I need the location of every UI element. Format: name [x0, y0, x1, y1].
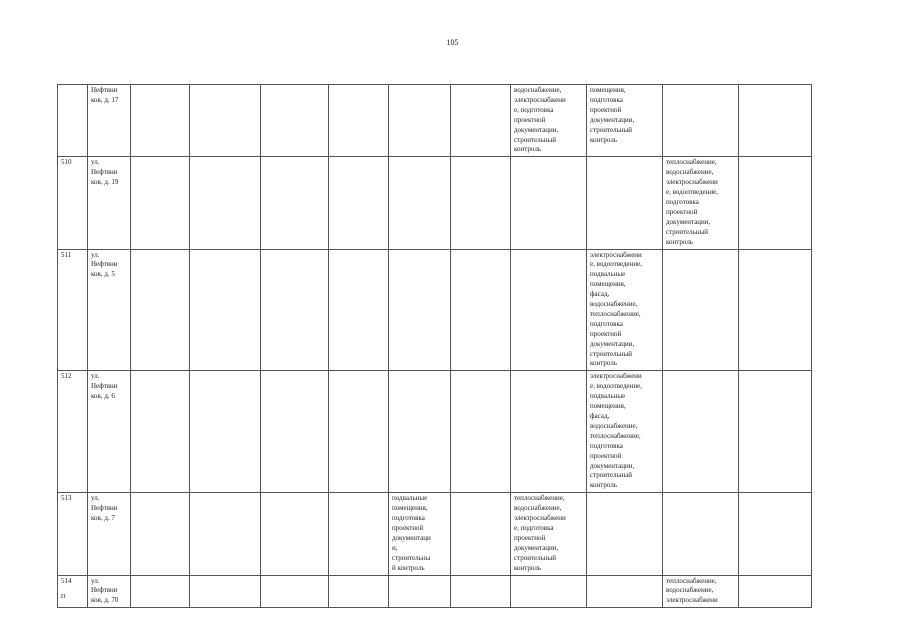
work-cell [451, 493, 511, 575]
work-cell: электроснабжени е, водоотведение, подвальные помещения, фасад, водоснабжение, теплоснабжение, подготовка проектной документации, строительный контроль [587, 371, 663, 493]
work-cell [329, 575, 389, 608]
footer-mark: зт [60, 592, 66, 600]
work-cell [663, 493, 739, 575]
work-cell [190, 493, 261, 575]
work-cell [389, 157, 451, 249]
work-cell [190, 157, 261, 249]
work-cell [190, 371, 261, 493]
work-cell [663, 85, 739, 157]
row-number-cell [58, 85, 88, 157]
work-cell [131, 575, 190, 608]
work-cell [389, 85, 451, 157]
work-cell: теплоснабжение, водоснабжение, электроснабжени е, подготовка проектной документации, строительный контроль [511, 493, 587, 575]
work-cell [190, 575, 261, 608]
work-cell [389, 575, 451, 608]
work-cell [739, 493, 812, 575]
work-cell [261, 493, 329, 575]
work-cell [261, 157, 329, 249]
work-cell [451, 249, 511, 371]
work-cell [329, 157, 389, 249]
work-cell [587, 575, 663, 608]
work-cell [261, 371, 329, 493]
work-cell [739, 157, 812, 249]
work-cell [190, 249, 261, 371]
address-cell: Нефтяни ков, д. 17 [88, 85, 131, 157]
work-cell [587, 157, 663, 249]
row-number-cell: 514 [58, 575, 88, 608]
table-row [58, 157, 812, 249]
work-cell [131, 371, 190, 493]
work-cell [451, 157, 511, 249]
work-cell [131, 85, 190, 157]
work-cell [451, 575, 511, 608]
row-number-cell: 510 [58, 157, 88, 249]
row-number-cell: 511 [58, 249, 88, 371]
row-number-cell: 513 [58, 493, 88, 575]
work-cell [739, 85, 812, 157]
address-cell: ул. Нефтяни ков, д. 70 [88, 575, 131, 608]
work-cell [511, 575, 587, 608]
table-row [58, 85, 812, 157]
work-cell: подвальные помещения, подготовка проектной документаци и, строительны й контроль [389, 493, 451, 575]
address-cell: ул. Нефтяни ков, д. 5 [88, 249, 131, 371]
work-cell [511, 157, 587, 249]
address-cell: ул. Нефтяни ков, д. 6 [88, 371, 131, 493]
work-cell [739, 371, 812, 493]
address-cell: ул. Нефтяни ков, д. 19 [88, 157, 131, 249]
work-cell [739, 249, 812, 371]
work-cell [587, 493, 663, 575]
work-cell [329, 85, 389, 157]
work-cell [389, 371, 451, 493]
work-cell [451, 85, 511, 157]
work-cell: электроснабжени е, водоотведение, подвальные помещения, фасад, водоснабжение, теплоснабжение, подготовка проектной документации, строительный контроль [587, 249, 663, 371]
work-cell [451, 371, 511, 493]
work-cell: помещения, подготовка проектной документации, строительный контроль [587, 85, 663, 157]
work-cell [261, 85, 329, 157]
work-cell: водоснабжение, электроснабжени е, подготовка проектной документации, строительный контроль [511, 85, 587, 157]
work-cell [511, 249, 587, 371]
table-row [58, 371, 812, 493]
work-cell [389, 249, 451, 371]
table-row [58, 575, 812, 608]
table-row [58, 493, 812, 575]
work-cell [329, 249, 389, 371]
table-row [58, 249, 812, 371]
work-cell: теплоснабжение, водоснабжение, электроснабжени е, водоотведение, подготовка проектной документации, строительный контроль [663, 157, 739, 249]
work-cell [261, 575, 329, 608]
work-cell [329, 371, 389, 493]
work-cell [739, 575, 812, 608]
work-cell [131, 249, 190, 371]
work-cell [329, 493, 389, 575]
work-cell: теплоснабжение, водоснабжение, электроснабжени [663, 575, 739, 608]
work-cell [511, 371, 587, 493]
repair-schedule-table [57, 84, 812, 608]
page-number: 105 [446, 38, 459, 47]
work-cell [190, 85, 261, 157]
row-number-cell: 512 [58, 371, 88, 493]
work-cell [663, 249, 739, 371]
work-cell [131, 157, 190, 249]
work-cell [261, 249, 329, 371]
address-cell: ул. Нефтяни ков, д. 7 [88, 493, 131, 575]
work-cell [131, 493, 190, 575]
work-cell [663, 371, 739, 493]
